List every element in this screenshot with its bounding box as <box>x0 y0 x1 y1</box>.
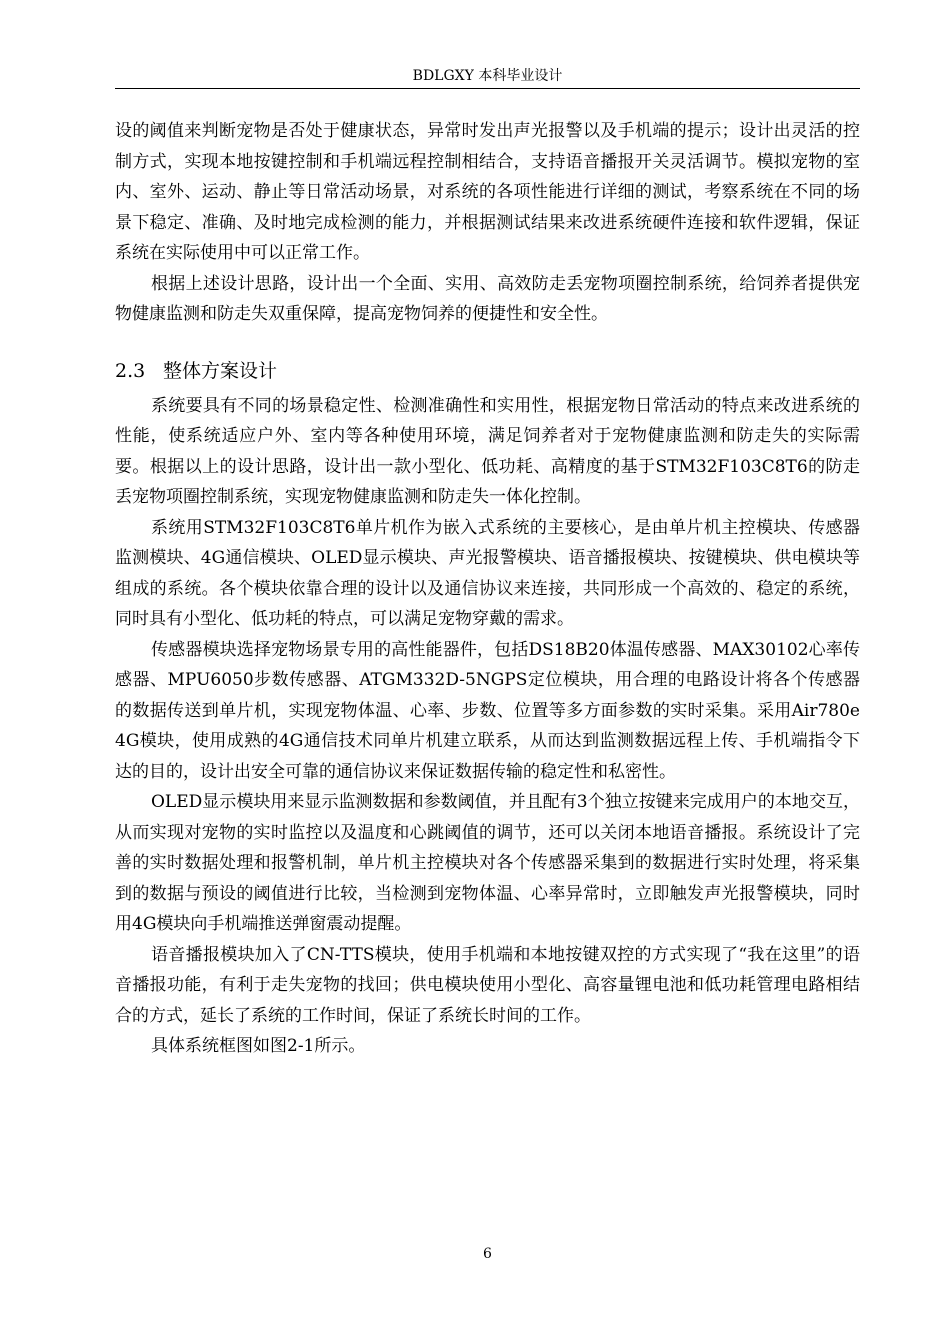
section-heading <box>115 356 860 386</box>
section-number: 2.3 <box>115 359 146 382</box>
paragraph-continuation: 设的阈值来判断宠物是否处于健康状态，异常时发出声光报警以及手机端的提示；设计出灵活的控制方式，实现本地按键控制和手机端远程控制相结合，支持语音播报开关灵活调节。模拟宠物的室内、室外、运动、静止等日常活动场景，对系统的各项性能进行详细的测试，考察系统在不同的场景下稳定、准确、及时地完成检测的能力，并根据测试结果来改进系统硬件连接和软件逻辑，保证系统在实际使用中可以正常工作。 <box>115 121 860 263</box>
page-header: BDLGXY 本科毕业设计 <box>412 68 563 84</box>
paragraph: 根据上述设计思路，设计出一个全面、实用、高效防走丢宠物项圈控制系统，给饲养者提供宠物健康监测和防走失双重保障，提高宠物饲养的便捷性和安全性。 <box>115 273 860 324</box>
section-title: 整体方案设计 <box>163 359 278 382</box>
paragraph: 具体系统框图如图2-1所示。 <box>151 1036 366 1056</box>
paragraph: OLED显示模块用来显示监测数据和参数阈值，并且配有3个独立按键来完成用户的本地交互，从而实现对宠物的实时监控以及温度和心跳阈值的调节，还可以关闭本地语音播报。系统设计了完善的实时数据处理和报警机制，单片机主控模块对各个传感器采集到的数据进行实时处理，将采集到的数据与预设的阈值进行比较，当检测到宠物体温、心率异常时，立即触发声光报警模块，同时用4G模块向手机端推送弹窗震动提醒。 <box>115 792 860 934</box>
paragraph: 传感器模块选择宠物场景专用的高性能器件，包括DS18B20体温传感器、MAX30102心率传感器、MPU6050步数传感器、ATGM332D-5NGPS定位模块，用合理的电路设计将各个传感器的数据传送到单片机，实现宠物体温、心率、步数、位置等多方面参数的实时采集。采用Air780e 4G模块，使用成熟的4G通信技术同单片机建立联系，从而达到监测数据远程上传、手机端指令下达的目的，设计出安全可靠的通信协议来保证数据传输的稳定性和私密性。 <box>115 639 860 782</box>
paragraph: 系统用STM32F103C8T6单片机作为嵌入式系统的主要核心，是由单片机主控模块、传感器监测模块、4G通信模块、OLED显示模块、声光报警模块、语音播报模块、按键模块、供电模块等组成的系统。各个模块依靠合理的设计以及通信协议来连接，共同形成一个高效的、稳定的系统，同时具有小型化、低功耗的特点，可以满足宠物穿戴的需求。 <box>115 517 860 629</box>
document-body <box>115 116 860 1062</box>
paragraph: 语音播报模块加入了CN-TTS模块，使用手机端和本地按键双控的方式实现了“我在这里”的语音播报功能，有利于走失宠物的找回；供电模块使用小型化、高容量锂电池和低功耗管理电路相结合的方式，延长了系统的工作时间，保证了系统长时间的工作。 <box>115 944 860 1026</box>
paragraph: 系统要具有不同的场景稳定性、检测准确性和实用性，根据宠物日常活动的特点来改进系统的性能，使系统适应户外、室内等各种使用环境，满足饲养者对于宠物健康监测和防走失的实际需要。根据以上的设计思路，设计出一款小型化、低功耗、高精度的基于STM32F103C8T6的防走丢宠物项圈控制系统，实现宠物健康监测和防走失一体化控制。 <box>115 395 860 507</box>
header-rule <box>115 88 860 89</box>
page-number: 6 <box>483 1246 492 1262</box>
